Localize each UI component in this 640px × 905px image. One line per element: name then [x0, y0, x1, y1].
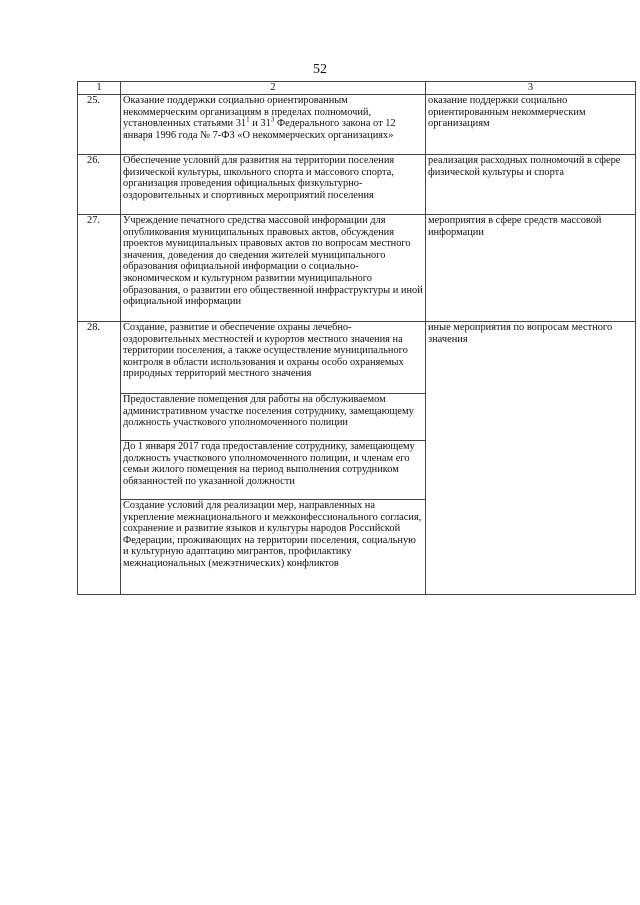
row-description: Предоставление помещения для работы на обслуживаемом административном участке поселения сотруднику, замещающему должность участкового уполномоченного полиции — [121, 394, 426, 441]
row-description: Создание, развитие и обеспечение охраны лечебно-оздоровительных местностей и курортов местного значения на территории поселения, а также осуществление муниципального контроля в области использования и охраны особо охраняемых природных территорий местного значения — [121, 322, 426, 394]
table-row — [78, 322, 636, 394]
table-row — [78, 95, 636, 155]
row-expense: иные мероприятия по вопросам местного значения — [426, 322, 636, 595]
row-expense: оказание поддержки социально ориентированным некоммерческим организациям — [426, 95, 636, 155]
table-header-row — [78, 82, 636, 95]
row-description: Создание условий для реализации мер, направленных на укрепление межнационального и межконфессионального согласия, сохранение и развитие языков и культуры народов Российской Федерации, проживающих на территории поселения, социальную и культурную адаптацию мигрантов, профилактику межнациональных (межэтнических) конфликтов — [121, 500, 426, 595]
column-header: 2 — [121, 82, 426, 95]
row-description: Оказание поддержки социально ориентированным некоммерческим организациям в пределах полномочий, установленных статьями $31^1$ и $31^3$ Федерального закона от 12 января 1996 года № 7-ФЗ «О некоммерческих организациях» — [121, 95, 426, 155]
row-description: Обеспечение условий для развития на территории поселения физической культуры, школьного спорта и массового спорта, организация проведения официальных физкультурно-оздоровительных и спортивных мероприятий поселения — [121, 155, 426, 215]
row-description: Учреждение печатного средства массовой информации для опубликования муниципальных правовых актов, обсуждения проектов муниципальных правовых актов по вопросам местного значения, доведения до сведения жителей муниципального образования официальной информации о социально-экономическом и культурном развитии муниципального образования, о развитии его общественной инфраструктуры и иной официальной информации — [121, 215, 426, 322]
row-number: 27. — [78, 215, 121, 322]
row-number: 28. — [78, 322, 121, 595]
column-header: 3 — [426, 82, 636, 95]
table-row — [78, 215, 636, 322]
expenditure-table — [77, 81, 636, 595]
row-number: 26. — [78, 155, 121, 215]
table-row — [78, 155, 636, 215]
row-expense: мероприятия в сфере средств массовой информации — [426, 215, 636, 322]
row-number: 25. — [78, 95, 121, 155]
row-description: До 1 января 2017 года предоставление сотруднику, замещающему должность участкового уполномоченного полиции, и членам его семьи жилого помещения на период выполнения сотрудником обязанностей по указанной должности — [121, 441, 426, 500]
page-number: 52 — [313, 62, 327, 77]
column-header: 1 — [78, 82, 121, 95]
row-expense: реализация расходных полномочий в сфере физической культуры и спорта — [426, 155, 636, 215]
